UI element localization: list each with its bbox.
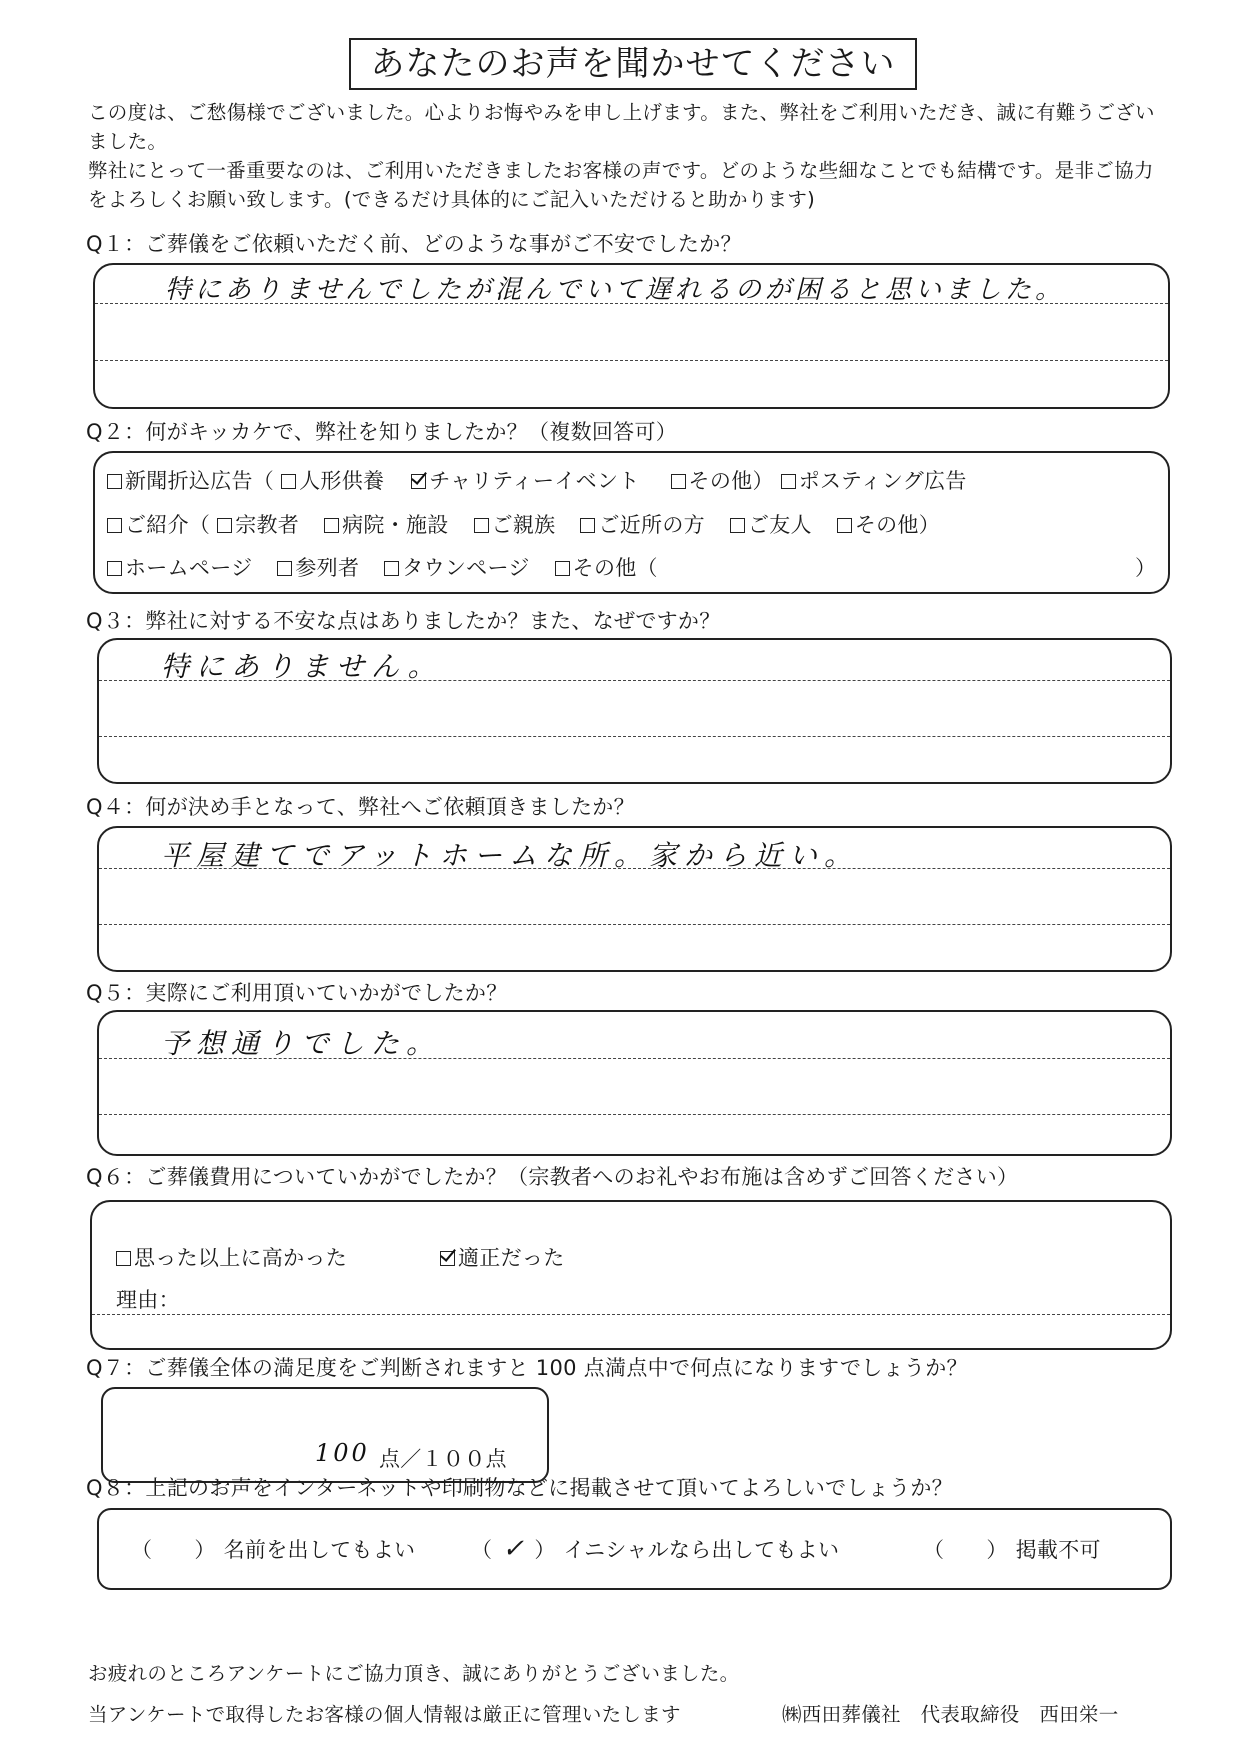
q4-rule-2 xyxy=(99,924,1170,925)
q7-score: 100 xyxy=(315,1439,370,1467)
q2-label: Q２：何がキッカケで、弊社を知りましたか？（複数回答可） xyxy=(86,420,678,444)
q2-option-religious[interactable]: 宗教者 xyxy=(217,513,299,537)
q4-answer: 平屋建てでアットホームな所。家から近い。 xyxy=(161,839,860,872)
q3-answer-box[interactable] xyxy=(97,638,1172,784)
page-title: あなたのお声を聞かせてください xyxy=(349,38,917,90)
q4-answer-box[interactable] xyxy=(97,826,1172,972)
checkbox-icon xyxy=(107,518,122,533)
q2-option-relatives[interactable]: ご親族 xyxy=(474,513,556,537)
checkbox-icon xyxy=(671,474,686,489)
q2-row-1 xyxy=(107,465,967,495)
q2-row-2 xyxy=(107,509,940,539)
checkbox-icon xyxy=(324,518,339,533)
q2-option-townpage[interactable]: タウンページ xyxy=(384,556,529,580)
intro-paragraph-2: 弊社にとって一番重要なのは、ご利用いただきましたお客様の声です。どのような些細なことでも結構です。是非ご協力をよろしくお願い致します。(できるだけ具体的にご記入いただけると助かります) xyxy=(88,159,1154,211)
q2-option-hospital[interactable]: 病院・施設 xyxy=(324,513,449,537)
q2-option-charity-event[interactable]: チャリティーイベント xyxy=(411,469,639,493)
checkbox-icon xyxy=(730,518,745,533)
checkbox-icon xyxy=(116,1251,131,1266)
q1-answer-box[interactable] xyxy=(93,263,1170,409)
intro-paragraph-1: この度は、ご愁傷様でございました。心よりお悔やみを申し上げます。また、弊社をご利用いただき、誠に有難うございました。 xyxy=(88,101,1155,153)
q2-option-other-3[interactable]: その他（ xyxy=(555,556,658,580)
q2-options-box xyxy=(93,451,1170,594)
q2-row-3 xyxy=(107,552,658,582)
checkbox-icon xyxy=(281,474,296,489)
q5-label: Q５：実際にご利用頂いていかがでしたか？ xyxy=(86,981,508,1005)
q2-row3-close-paren: ） xyxy=(1135,556,1157,580)
footer-thanks: お疲れのところアンケートにご協力頂き、誠にありがとうございました。 xyxy=(88,1662,740,1685)
q7-score-suffix: 点／１００点 xyxy=(379,1447,507,1471)
checkbox-icon xyxy=(781,474,796,489)
q2-option-referral[interactable]: ご紹介（ xyxy=(107,513,210,537)
q4-label: Q４：何が決め手となって、弊社へご依頼頂きましたか？ xyxy=(86,795,635,819)
q6-reason-rule[interactable] xyxy=(92,1314,1170,1315)
q3-rule-2 xyxy=(99,736,1170,737)
q2-option-newspaper[interactable]: 新聞折込広告（ xyxy=(107,469,274,493)
q6-label: Q６：ご葬儀費用についていかがでしたか？（宗教者へのお礼やお布施は含めずご回答ください） xyxy=(86,1165,1019,1189)
q2-option-doll-memorial[interactable]: 人形供養 xyxy=(281,469,384,493)
check-mark-icon: ✓ xyxy=(502,1534,525,1564)
q6-answer-box xyxy=(90,1200,1172,1350)
checkbox-icon xyxy=(277,561,292,576)
q6-option-expensive[interactable]: 思った以上に高かった xyxy=(116,1242,347,1272)
q5-answer: 予想通りでした。 xyxy=(161,1027,442,1060)
q8-option-full-name[interactable]: （ ） 名前を出してもよい xyxy=(131,1538,416,1562)
q5-answer-box[interactable] xyxy=(97,1010,1172,1156)
checkbox-icon xyxy=(107,474,122,489)
q7-score-box[interactable] xyxy=(101,1387,549,1483)
q8-options-box xyxy=(97,1508,1172,1590)
checkbox-icon xyxy=(837,518,852,533)
q8-option-not-allowed[interactable]: （ ） 掲載不可 xyxy=(923,1538,1101,1562)
intro-text xyxy=(88,98,1168,214)
checkbox-icon xyxy=(555,561,570,576)
q2-option-neighbors[interactable]: ご近所の方 xyxy=(580,513,705,537)
q2-option-attendee[interactable]: 参列者 xyxy=(277,556,359,580)
checkbox-icon xyxy=(474,518,489,533)
q8-label: Q８：上記のお声をインターネットや印刷物などに掲載させて頂いてよろしいでしょうか？ xyxy=(86,1476,953,1500)
q6-reason-label: 理由： xyxy=(116,1288,180,1312)
checkbox-icon xyxy=(217,518,232,533)
q2-option-friends[interactable]: ご友人 xyxy=(730,513,812,537)
q7-label: Q７：ご葬儀全体の満足度をご判断されますと 100 点満点中で何点になりますでしょうか？ xyxy=(86,1356,968,1380)
q2-option-other-2[interactable]: その他） xyxy=(837,513,940,537)
q2-option-homepage[interactable]: ホームページ xyxy=(107,556,252,580)
q3-answer: 特にありません。 xyxy=(161,650,443,683)
q6-option-reasonable[interactable]: 適正だった xyxy=(440,1242,565,1272)
q1-answer: 特にありませんでしたが混んでいて遅れるのが困ると思いました。 xyxy=(165,275,1066,305)
q2-option-posting[interactable]: ポスティング広告 xyxy=(781,469,967,493)
checked-checkbox-icon xyxy=(411,474,426,489)
footer-company: ㈱西田葬儀社 代表取締役 西田栄一 xyxy=(782,1703,1119,1726)
footer-privacy: 当アンケートで取得したお客様の個人情報は厳正に管理いたします xyxy=(88,1703,681,1726)
checkbox-icon xyxy=(107,561,122,576)
q5-rule-2 xyxy=(99,1114,1170,1115)
q1-label: Q１：ご葬儀をご依頼いただく前、どのような事がご不安でしたか？ xyxy=(86,232,742,256)
checkbox-icon xyxy=(384,561,399,576)
q3-label: Q３：弊社に対する不安な点はありましたか？また、なぜですか？ xyxy=(86,609,721,633)
q2-option-other-1[interactable]: その他） xyxy=(671,469,774,493)
q8-option-initials[interactable]: （ ✓ ） イニシャルなら出してもよい xyxy=(471,1534,840,1564)
checked-checkbox-icon xyxy=(440,1251,455,1266)
checkbox-icon xyxy=(580,518,595,533)
q1-rule-2 xyxy=(95,360,1168,361)
